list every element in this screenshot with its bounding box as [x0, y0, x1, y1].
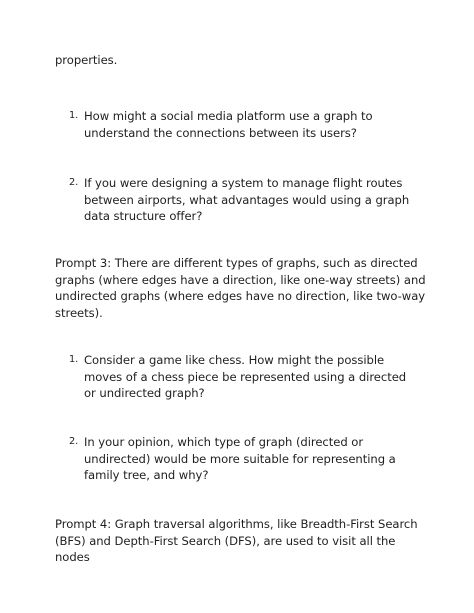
prompt-4: Prompt 4: Graph traversal algorithms, like Breadth-First Search (BFS) and Depth-First Search (DFS), are used to visit all the nodes: [55, 517, 418, 565]
intro-fragment: properties.: [55, 53, 118, 67]
list-marker: 2.: [69, 177, 79, 188]
question-social-media: How might a social media platform use a graph to understand the connections between its users?: [84, 109, 373, 140]
list-item: [69, 175, 421, 225]
list-item: [69, 352, 421, 402]
list-marker: 1.: [69, 110, 79, 121]
list-marker: 1.: [69, 354, 79, 365]
question-flight-routes: If you were designing a system to manage flight routes between airports, what advantages would using a graph data structure offer?: [84, 176, 410, 224]
list-item: [69, 108, 421, 141]
question-chess: Consider a game like chess. How might the possible moves of a chess piece be represented using a directed or undirected graph?: [84, 353, 407, 401]
list-marker: 2.: [69, 436, 79, 447]
question-family-tree: In your opinion, which type of graph (directed or undirected) would be more suitable for representing a family tree, and why?: [84, 435, 396, 483]
prompt-3: Prompt 3: There are different types of graphs, such as directed graphs (where edges have a direction, like one-way streets) and undirected graphs (where edges have no direction, like two-way streets).: [55, 256, 426, 320]
list-item: [69, 434, 421, 484]
